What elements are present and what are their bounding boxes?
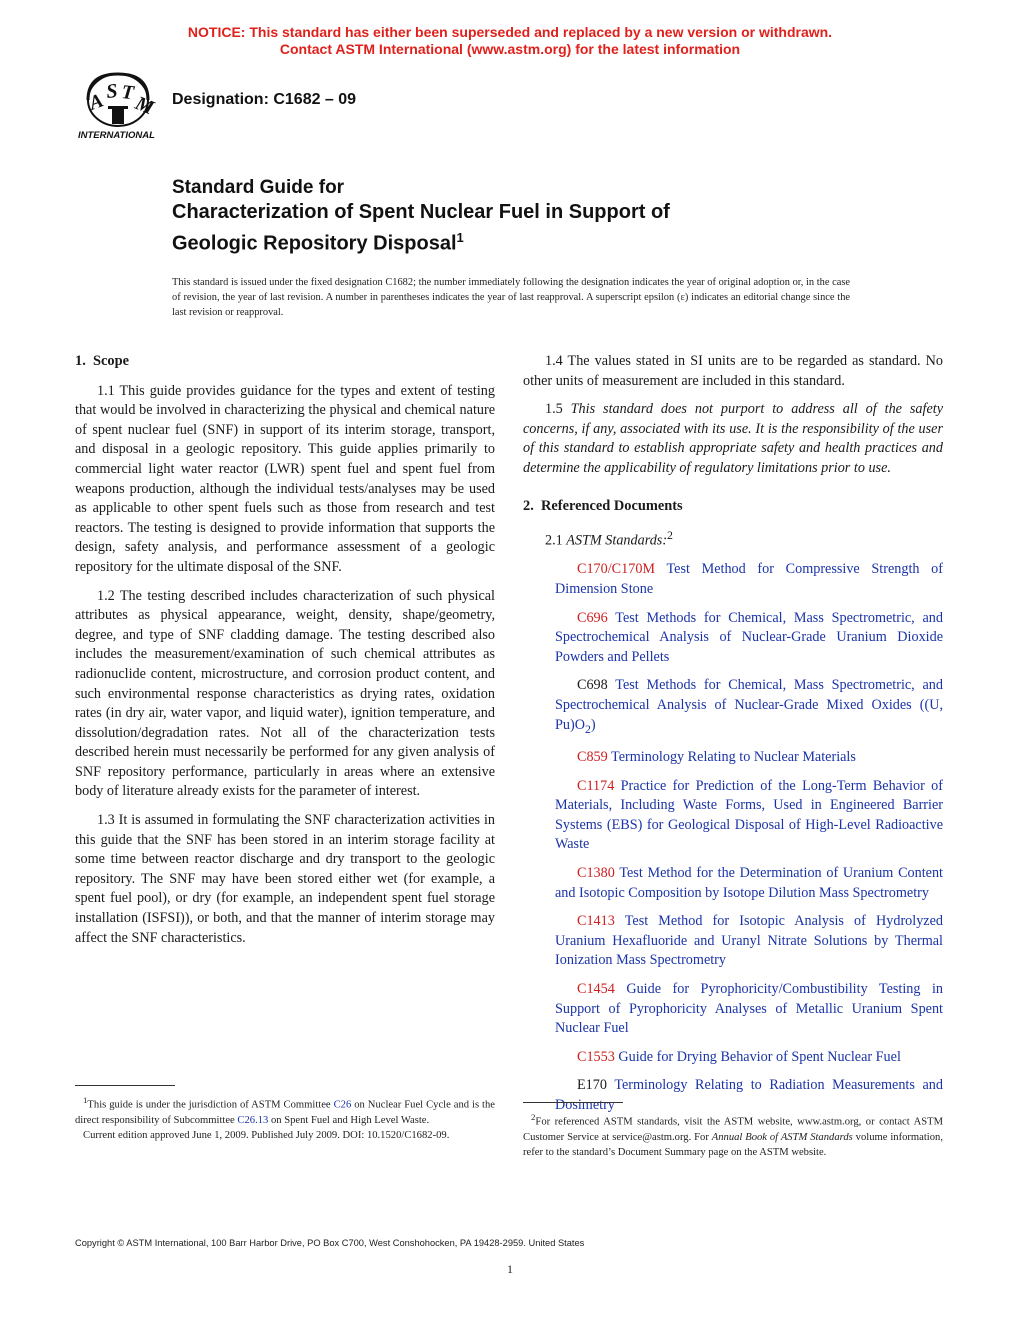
footnote-divider-right [523,1102,623,1103]
ref-c1454[interactable]: C1454 Guide for Pyrophoricity/Combustibility Testing in Support of Pyrophoricity Analyses of Metallic Uranium Spent Nuclear Fuel [555,981,943,1037]
document-title [172,175,892,257]
astm-standards-subheading: 2.1 ASTM Standards:$^2$ [545,528,673,549]
paragraph-1-4: 1.4 The values stated in SI units are to be regarded as standard. No other units of measurement are included in this standard. [523,353,943,389]
section-2-heading: 2. Referenced Documents [523,497,683,514]
footnote-1: $^1$This guide is under the jurisdiction of ASTM Committee C26 on Nuclear Fuel Cycle and is the direct responsibility of Subcommittee C26.13 on Spent Fuel and High Level Waste. Current edition approved June 1, 2009. Published July 2009. DOI: 10.1520/C1682-09. [75,1095,495,1141]
edition-note: Current edition approved June 1, 2009. Published July 2009. DOI: 10.1520/C1682-09. [83,1129,450,1141]
ref-c1174[interactable]: C1174 Practice for Prediction of the Long-Term Behavior of Materials, Including Waste Forms, Used in Engineered Barrier Systems (EBS) for Geological Disposal of High-Level Radioactive Waste [555,777,943,853]
copyright-line: Copyright © ASTM International, 100 Barr Harbor Drive, PO Box C700, West Conshohocken, PA 19428-2959. United States [75,1238,585,1248]
svg-text:A: A [86,89,107,115]
paragraph-1-5: 1.5 This standard does not purport to address all of the safety concerns, if any, associated with its use. It is the responsibility of the user of this standard to establish appropriate safety and health practices and determine the applicability of regulatory limitations prior to use. [523,401,943,476]
ref-c1380[interactable]: C1380 Test Method for the Determination of Uranium Content and Isotopic Composition by Isotope Dilution Mass Spectrometry [555,865,943,901]
title-line-3: Geologic Repository Disposal [172,232,457,255]
svg-text:M: M [132,92,157,120]
ref-c859[interactable]: C859 Terminology Relating to Nuclear Materials [577,749,856,766]
footnote-2: $^2$For referenced ASTM standards, visit the ASTM website, www.astm.org, or contact ASTM Customer Service at service@astm.org. For Annual Book of ASTM Standards volume information, refer to the standard’s Document Summary page on the ASTM website. [523,1112,943,1158]
title-footnote-mark[interactable]: 1 [456,230,464,245]
page-number: 1 [507,1262,513,1276]
left-column [75,352,495,957]
notice-line-1: NOTICE: This standard has either been superseded and replaced by a new version or withdrawn. [187,24,833,40]
notice-line-2: Contact ASTM International (www.astm.org) for the latest information [279,41,741,57]
ref-e170[interactable]: E170 Terminology Relating to Radiation Measurements and Dosimetry [555,1077,943,1113]
committee-c26-link[interactable]: C26 [333,1099,352,1111]
issued-note: This standard is issued under the fixed designation C1682; the number immediately following the designation indicates the year of original adoption or, in the case of revision, the year of last revision. A number in parentheses indicates the year of last reapproval. A superscript epsilon (ε) indicates an editorial change since the last revision or reapproval. [172,277,850,318]
designation: Designation: C1682 – 09 [172,91,357,108]
footnote-divider-left [75,1085,175,1086]
logo-text: INTERNATIONAL [78,130,155,141]
svg-text:T: T [120,81,135,105]
svg-text:S: S [105,79,119,103]
ref-c1553[interactable]: C1553 Guide for Drying Behavior of Spent Nuclear Fuel [577,1048,901,1065]
right-column [523,352,943,1125]
withdrawal-notice [0,24,1020,58]
astm-logo-icon [72,72,162,142]
paragraph-1-2: 1.2 The testing described includes characterization of such physical attributes as physical appearance, weight, density, shape/geometry, degree, and type of SNF cladding damage. The testing described also includes the measurement/examination of such chemical attributes as radionuclide content, microstructure, and corrosion product content, and such environmental response characteristics as drying rates, oxidation rates (in dry air, water vapor, and liquid water), ignition temperature, and dissolution/degradation rates. Not all of the characterization tests described herein must necessarily be performed for any given analysis of SNF repository performance, particularly in areas where an extensive body of literature already exists for the parameter of interest. [75,587,495,800]
paragraph-1-1: 1.1 This guide provides guidance for the types and extent of testing that would be involved in characterizing the physical and chemical nature of spent nuclear fuel (SNF) in support of its interim storage, transport, and disposal in a geologic repository. This guide applies primarily to commercial light water reactor (LWR) spent fuel and spent fuel from weapons production, although the individual tests/analyses may be used as applicable to other spent fuels such as those from research and test reactors. The testing is designed to provide information that supports the design, safety analysis, and performance assessment of a geologic repository for the ultimate disposal of the SNF. [75,382,495,575]
ref-c1413[interactable]: C1413 Test Method for Isotopic Analysis of Hydrolyzed Uranium Hexafluoride and Uranyl Nitrate Solutions by Thermal Ionization Mass Spectrometry [555,913,943,969]
subcommittee-c26-13-link[interactable]: C26.13 [237,1114,269,1126]
ref-c696[interactable]: C696 Test Methods for Chemical, Mass Spectrometric, and Spectrochemical Analysis of Nuclear-Grade Uranium Dioxide Powders and Pellets [555,609,943,665]
ref-c698[interactable]: C698 Test Methods for Chemical, Mass Spectrometric, and Spectrochemical Analysis of Nuclear-Grade Mixed Oxides ((U, $Pu)O_2$) [555,677,943,736]
ref-c170[interactable]: C170/C170M Test Method for Compressive Strength of Dimension Stone [555,561,943,598]
section-1-heading: 1. Scope [75,353,129,369]
paragraph-1-3: 1.3 It is assumed in formulating the SNF characterization activities in this guide that the SNF has been stored in an interim storage facility at some time between reactor discharge and dry transport to the geologic repository. The SNF may have been stored either wet (for example, a spent fuel pool), or dry (for example, an independent spent fuel storage installation (ISFSI)), or both, and that the manner of interim storage may affect the SNF characteristics. [75,812,495,946]
title-line-2: Characterization of Spent Nuclear Fuel in Support of [172,201,670,223]
title-line-1: Standard Guide for [172,177,345,198]
